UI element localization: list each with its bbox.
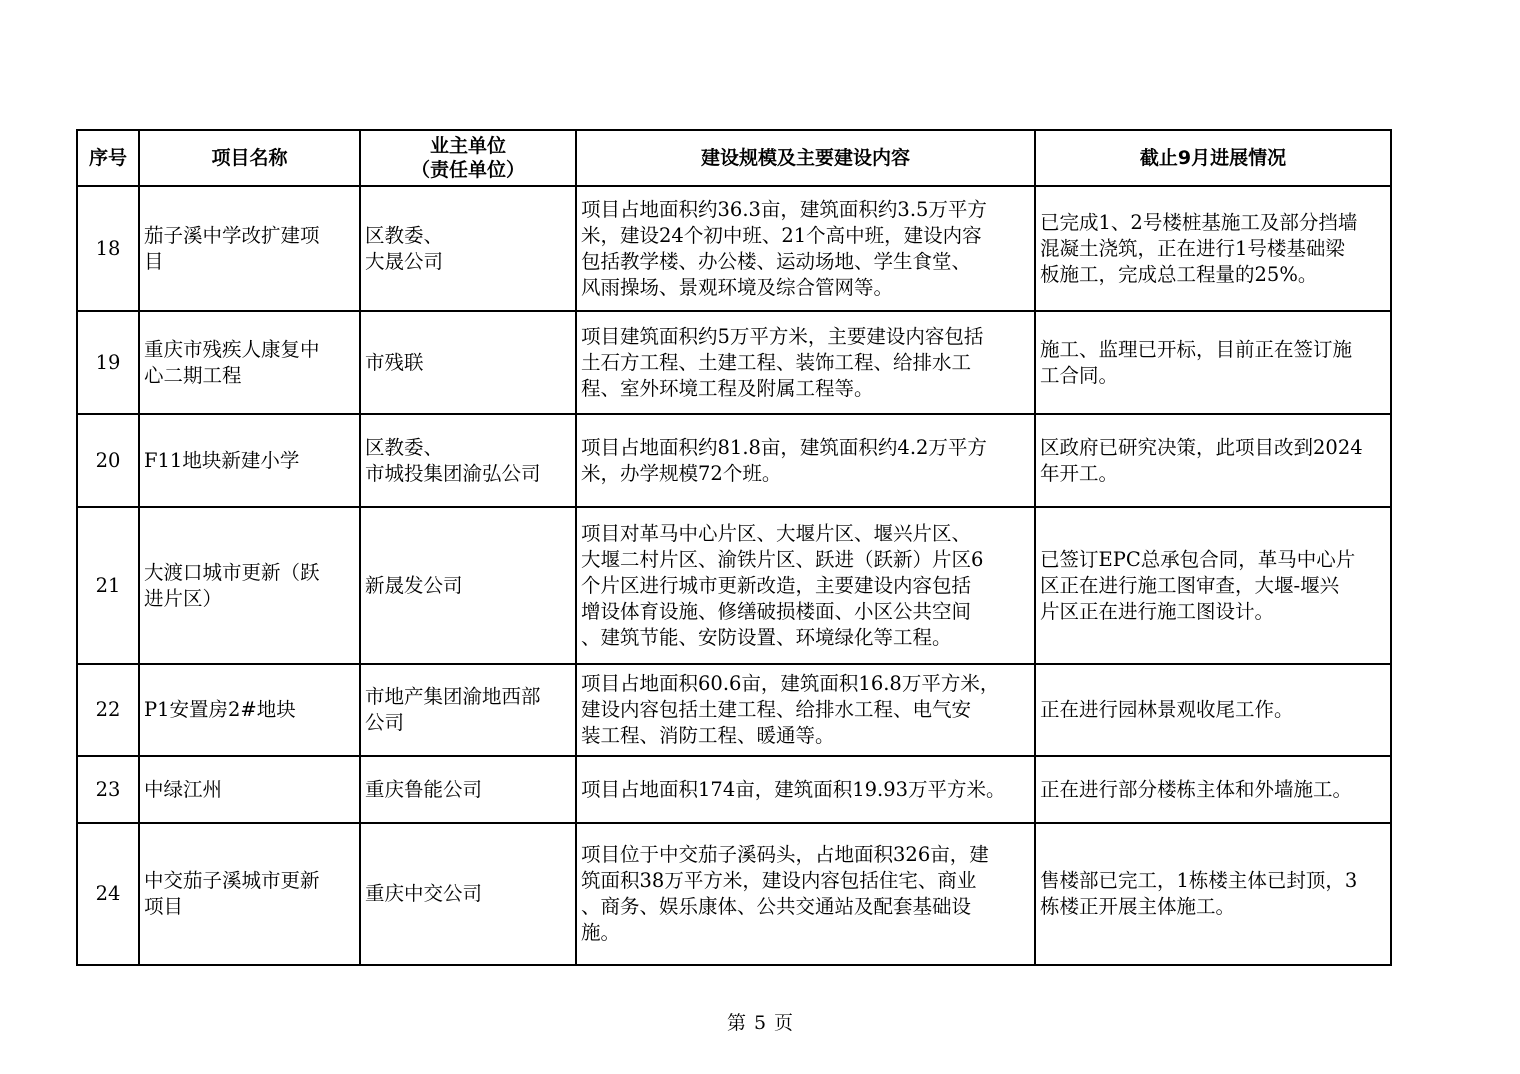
- table-row: [77, 664, 1391, 756]
- row-progress-line: 栋楼正开展主体施工。: [1040, 895, 1236, 918]
- row-name: [139, 414, 360, 507]
- row-owner-line: 公司: [365, 711, 405, 734]
- table-row: [77, 186, 1391, 311]
- row-owner-line: 区教委、: [365, 223, 444, 247]
- row-scope: [576, 823, 1035, 965]
- row-name: [139, 756, 360, 823]
- row-scope-line: 米，建设24个初中班、21个高中班，建设内容: [581, 223, 982, 247]
- row-scope-line: 土石方工程、土建工程、装饰工程、给排水工: [581, 350, 972, 374]
- row-index: 22: [77, 664, 139, 756]
- row-progress-line: 售楼部已完工，1栋楼主体已封顶，3: [1040, 869, 1358, 892]
- row-name-line: 心二期工程: [144, 363, 242, 387]
- row-name: [139, 664, 360, 756]
- row-scope-line: 、商务、娱乐康体、公共交通站及配套基础设: [581, 895, 972, 918]
- row-owner: [360, 756, 576, 823]
- header-owner: [360, 130, 576, 186]
- row-name: [139, 186, 360, 311]
- row-scope: [576, 664, 1035, 756]
- row-scope-line: 项目占地面积174亩，建筑面积19.93万平方米。: [581, 777, 1006, 801]
- row-scope-line: 项目占地面积60.6亩，建筑面积16.8万平方米，: [581, 672, 1000, 695]
- row-scope-line: 项目位于中交茄子溪码头，占地面积326亩，建: [581, 843, 989, 866]
- row-name: [139, 507, 360, 664]
- row-scope-line: 装工程、消防工程、暖通等。: [581, 724, 835, 747]
- project-table: [76, 129, 1392, 966]
- row-scope: [576, 186, 1035, 311]
- row-owner-line: 市城投集团渝弘公司: [365, 461, 541, 485]
- page-prefix: 第: [726, 1012, 746, 1034]
- row-progress: [1035, 414, 1391, 507]
- row-owner-line: 市地产集团渝地西部: [365, 685, 541, 708]
- row-scope-line: 项目占地面积约36.3亩，建筑面积约3.5万平方: [581, 197, 987, 221]
- row-index: 24: [77, 823, 139, 965]
- row-index: 23: [77, 756, 139, 823]
- row-name-line: 进片区）: [144, 586, 223, 610]
- row-owner-line: 重庆中交公司: [365, 882, 483, 905]
- row-owner: [360, 186, 576, 311]
- header-index: 序号: [77, 130, 139, 186]
- row-scope-line: 包括教学楼、办公楼、运动场地、学生食堂、: [581, 249, 972, 273]
- row-progress: [1035, 311, 1391, 414]
- row-progress-line: 区政府已研究决策，此项目改到2024: [1040, 435, 1363, 459]
- row-scope-line: 米，办学规模72个班。: [581, 461, 782, 485]
- header-name: 项目名称: [139, 130, 360, 186]
- row-scope-line: 建设内容包括土建工程、给排水工程、电气安: [581, 698, 972, 721]
- row-owner-line: 重庆鲁能公司: [365, 777, 483, 801]
- row-progress-line: 区正在进行施工图审查，大堰-堰兴: [1040, 573, 1340, 597]
- table-row: [77, 311, 1391, 414]
- row-scope-line: 项目占地面积约81.8亩，建筑面积约4.2万平方: [581, 435, 987, 459]
- row-scope-line: 增设体育设施、修缮破损楼面、小区公共空间: [581, 599, 972, 623]
- row-index: 21: [77, 507, 139, 664]
- row-progress-line: 施工、监理已开标，目前正在签订施: [1040, 337, 1353, 361]
- table-row: [77, 823, 1391, 965]
- row-owner-line: 区教委、: [365, 435, 444, 459]
- row-index: 18: [77, 186, 139, 311]
- row-progress: [1035, 823, 1391, 965]
- row-name-line: 重庆市残疾人康复中: [144, 337, 320, 361]
- row-index: 20: [77, 414, 139, 507]
- table-header-row: [77, 130, 1391, 186]
- row-scope: [576, 414, 1035, 507]
- row-owner-line: 大晟公司: [365, 249, 444, 273]
- row-scope: [576, 756, 1035, 823]
- header-owner-line2: （责任单位）: [410, 159, 525, 181]
- row-name-line: 中绿江州: [144, 777, 223, 801]
- row-name-line: 茄子溪中学改扩建项: [144, 223, 320, 247]
- row-name-line: 中交茄子溪城市更新: [144, 869, 320, 892]
- row-scope-line: 程、室外环境工程及附属工程等。: [581, 376, 874, 400]
- row-owner: [360, 823, 576, 965]
- page-suffix: 页: [774, 1012, 794, 1034]
- table-row: [77, 756, 1391, 823]
- table-body: [77, 186, 1391, 965]
- row-progress-line: 工合同。: [1040, 363, 1119, 387]
- row-progress-line: 片区正在进行施工图设计。: [1040, 599, 1275, 623]
- header-progress: 截止9月进展情况: [1035, 130, 1391, 186]
- row-name-line: F11地块新建小学: [144, 448, 300, 472]
- row-scope-line: 风雨操场、景观环境及综合管网等。: [581, 275, 894, 299]
- row-index: 19: [77, 311, 139, 414]
- row-progress: [1035, 507, 1391, 664]
- row-scope-line: 个片区进行城市更新改造，主要建设内容包括: [581, 573, 972, 597]
- row-progress: [1035, 186, 1391, 311]
- row-scope-line: 、建筑节能、安防设置、环境绿化等工程。: [581, 625, 952, 649]
- row-name: [139, 823, 360, 965]
- row-owner: [360, 311, 576, 414]
- row-scope-line: 项目建筑面积约5万平方米，主要建设内容包括: [581, 324, 984, 348]
- row-scope-line: 施。: [581, 921, 621, 944]
- row-progress-line: 已完成1、2号楼桩基施工及部分挡墙: [1040, 210, 1358, 234]
- page-number: 5: [753, 1012, 767, 1034]
- row-scope: [576, 311, 1035, 414]
- header-scope: 建设规模及主要建设内容: [576, 130, 1035, 186]
- row-scope-line: 项目对革马中心片区、大堰片区、堰兴片区、: [581, 521, 972, 545]
- row-owner: [360, 664, 576, 756]
- row-progress: [1035, 664, 1391, 756]
- header-owner-line1: 业主单位: [429, 135, 506, 157]
- row-progress-line: 正在进行部分楼栋主体和外墙施工。: [1040, 777, 1353, 801]
- row-name-line: P1安置房2#地块: [144, 698, 296, 721]
- row-progress-line: 正在进行园林景观收尾工作。: [1040, 698, 1294, 721]
- row-name-line: 项目: [144, 895, 184, 918]
- row-owner-line: 新晟发公司: [365, 573, 463, 597]
- row-scope-line: 大堰二村片区、渝铁片区、跃进（跃新）片区6: [581, 547, 984, 571]
- row-progress-line: 已签订EPC总承包合同，革马中心片: [1040, 547, 1356, 571]
- row-progress-line: 板施工，完成总工程量的25%。: [1040, 262, 1318, 286]
- row-owner: [360, 507, 576, 664]
- row-name-line: 大渡口城市更新（跃: [144, 560, 320, 584]
- row-name-line: 目: [144, 249, 164, 273]
- row-scope: [576, 507, 1035, 664]
- row-owner: [360, 414, 576, 507]
- row-owner-line: 市残联: [365, 350, 424, 374]
- page-footer: [0, 1008, 1520, 1035]
- table-row: [77, 507, 1391, 664]
- row-progress-line: 年开工。: [1040, 461, 1119, 485]
- row-name: [139, 311, 360, 414]
- table-row: [77, 414, 1391, 507]
- row-scope-line: 筑面积38万平方米，建设内容包括住宅、商业: [581, 869, 977, 892]
- row-progress-line: 混凝土浇筑，正在进行1号楼基础梁: [1040, 236, 1345, 260]
- row-progress: [1035, 756, 1391, 823]
